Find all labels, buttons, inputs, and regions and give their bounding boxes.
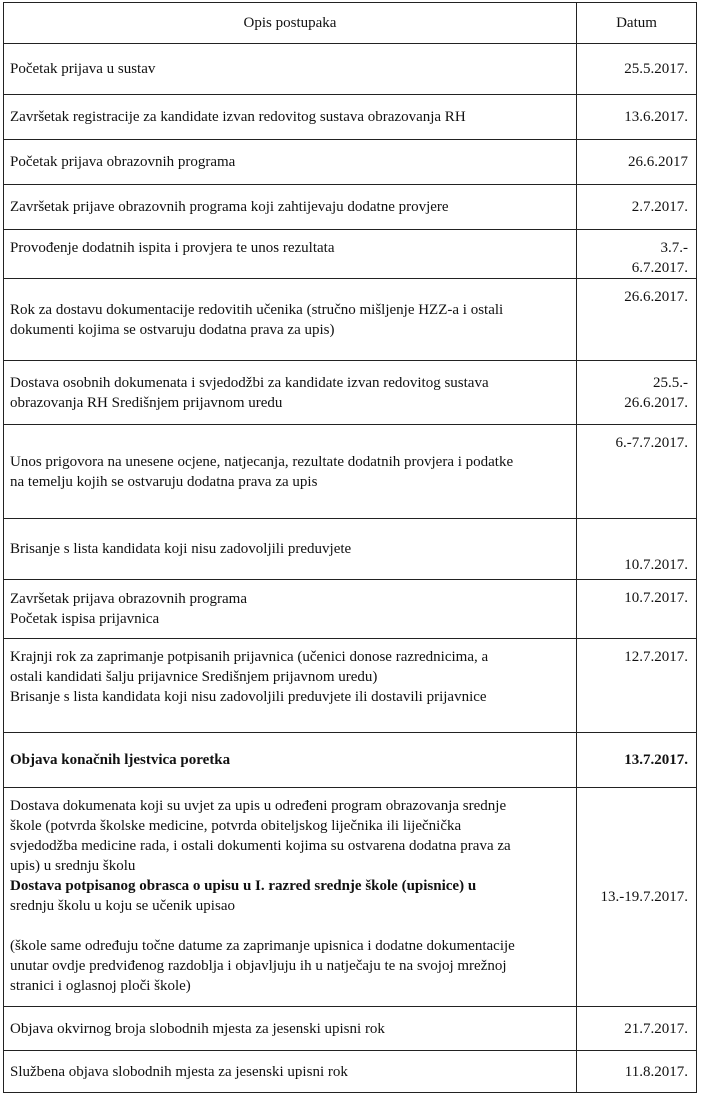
description-line: Rok za dostavu dokumentacije redovitih učenika (stručno mišljenje HZZ-a i ostali bbox=[10, 301, 504, 318]
description-line: Brisanje s lista kandidata koji nisu zadovoljili preduvjete ili dostavili prijavnice bbox=[10, 689, 487, 705]
description-line: Krajnji rok za zaprimanje potpisanih prijavnica (učenici donose razrednicima, a bbox=[10, 649, 489, 665]
description-line: škole (potvrda školske medicine, potvrda obiteljskog liječnika ili liječnička bbox=[10, 818, 462, 834]
row-date bbox=[577, 580, 697, 639]
description-line: Početak prijava obrazovnih programa bbox=[10, 154, 236, 170]
row-date bbox=[577, 519, 697, 580]
row-date bbox=[577, 425, 697, 519]
date-line: 26.6.2017. bbox=[624, 394, 688, 411]
table-row bbox=[4, 1007, 697, 1051]
row-date bbox=[577, 639, 697, 733]
description-line: Početak ispisa prijavnica bbox=[10, 611, 160, 627]
table-row bbox=[4, 425, 697, 519]
description-line: (škole same određuju točne datume za zaprimanje upisnica i dodatne dokumentacije bbox=[10, 938, 515, 954]
row-date bbox=[577, 361, 697, 425]
header-description: Opis postupaka bbox=[4, 3, 577, 44]
row-date bbox=[577, 733, 697, 788]
date-line: 6.-7.7.2017. bbox=[615, 435, 688, 451]
date-line: 11.8.2017. bbox=[624, 1063, 688, 1080]
table-row bbox=[4, 733, 697, 788]
date-line: 6.7.2017. bbox=[631, 260, 688, 276]
table-row bbox=[4, 95, 697, 140]
description-line: ostali kandidati šalju prijavnice Središnjem prijavnom uredu) bbox=[10, 669, 378, 685]
description-line: Završetak prijave obrazovnih programa koji zahtijevaju dodatne provjere bbox=[10, 199, 449, 215]
date-line: 10.7.2017. bbox=[624, 590, 688, 606]
date-line: 10.7.2017. bbox=[624, 557, 688, 573]
table-row bbox=[4, 788, 697, 1007]
description-line: obrazovanja RH Središnjem prijavnom uredu bbox=[10, 394, 283, 411]
row-date bbox=[577, 140, 697, 185]
table-header-row bbox=[4, 3, 697, 44]
row-description bbox=[4, 425, 577, 519]
row-date bbox=[577, 185, 697, 230]
date-line: 12.7.2017. bbox=[624, 649, 688, 665]
row-description bbox=[4, 95, 577, 140]
row-description bbox=[4, 1007, 577, 1051]
row-date bbox=[577, 230, 697, 279]
date-line: 13.7.2017. bbox=[624, 752, 688, 768]
table-row bbox=[4, 361, 697, 425]
header-date: Datum bbox=[577, 3, 697, 44]
row-description bbox=[4, 580, 577, 639]
row-description bbox=[4, 361, 577, 425]
paragraph-gap bbox=[10, 916, 570, 936]
description-line: upis) u srednju školu bbox=[10, 858, 136, 874]
table-row bbox=[4, 185, 697, 230]
description-line: Završetak registracije za kandidate izvan redovitog sustava obrazovanja RH bbox=[10, 109, 466, 125]
description-line: Brisanje s lista kandidata koji nisu zadovoljili preduvjete bbox=[10, 541, 352, 557]
row-date bbox=[577, 788, 697, 1007]
description-line: stranici i oglasnoj ploči škole) bbox=[10, 978, 191, 994]
table-row bbox=[4, 230, 697, 279]
date-line: 2.7.2017. bbox=[631, 199, 688, 215]
description-line: Službena objava slobodnih mjesta za jesenski upisni rok bbox=[10, 1063, 348, 1080]
date-line: 26.6.2017. bbox=[624, 289, 688, 305]
description-line: unutar ovdje predviđenog razdoblja i objavljuju ih u natječaju te na svojoj mrežnoj bbox=[10, 958, 507, 974]
description-line: dokumenti kojima se ostvaruju dodatna prava za upis) bbox=[10, 321, 335, 338]
description-line: na temelju kojih se ostvaruju dodatna prava za upis bbox=[10, 473, 318, 490]
date-line: 21.7.2017. bbox=[624, 1020, 688, 1037]
schedule-table bbox=[3, 2, 697, 1093]
table-row bbox=[4, 580, 697, 639]
date-line: 3.7.- bbox=[660, 240, 688, 256]
row-description bbox=[4, 788, 577, 1007]
row-description bbox=[4, 230, 577, 279]
row-date bbox=[577, 95, 697, 140]
date-line: 25.5.- bbox=[653, 374, 688, 391]
row-date bbox=[577, 279, 697, 361]
row-date bbox=[577, 1051, 697, 1093]
description-line: Završetak prijava obrazovnih programa bbox=[10, 591, 247, 607]
date-line: 26.6.2017 bbox=[628, 154, 688, 170]
date-line: 13.6.2017. bbox=[624, 109, 688, 125]
row-description bbox=[4, 140, 577, 185]
description-line: Početak prijava u sustav bbox=[10, 61, 156, 77]
description-line: Objava okvirnog broja slobodnih mjesta za jesenski upisni rok bbox=[10, 1020, 385, 1037]
date-line: 25.5.2017. bbox=[624, 61, 688, 77]
row-date bbox=[577, 1007, 697, 1051]
table-row bbox=[4, 519, 697, 580]
description-line: srednju školu u koju se učenik upisao bbox=[10, 898, 235, 914]
description-line: Dostava dokumenata koji su uvjet za upis u određeni program obrazovanja srednje bbox=[10, 798, 507, 814]
table-row bbox=[4, 1051, 697, 1093]
row-description bbox=[4, 519, 577, 580]
row-description bbox=[4, 639, 577, 733]
table-row bbox=[4, 279, 697, 361]
row-description bbox=[4, 279, 577, 361]
description-line: Objava konačnih ljestvica poretka bbox=[10, 752, 231, 768]
row-description bbox=[4, 733, 577, 788]
table-row bbox=[4, 44, 697, 95]
table-row bbox=[4, 140, 697, 185]
row-date bbox=[577, 44, 697, 95]
row-description bbox=[4, 185, 577, 230]
row-description bbox=[4, 44, 577, 95]
description-line: Unos prigovora na unesene ocjene, natjecanja, rezultate dodatnih provjera i podatke bbox=[10, 453, 514, 470]
date-line: 13.-19.7.2017. bbox=[600, 889, 688, 905]
description-line: Dostava osobnih dokumenata i svjedodžbi za kandidate izvan redovitog sustava bbox=[10, 374, 489, 391]
description-line: Provođenje dodatnih ispita i provjera te unos rezultata bbox=[10, 240, 335, 256]
description-line: svjedodžba medicine rada, i ostali dokumenti kojima su ostvarena dodatna prava za bbox=[10, 838, 511, 854]
table-row bbox=[4, 639, 697, 733]
row-description bbox=[4, 1051, 577, 1093]
description-line: Dostava potpisanog obrasca o upisu u I. razred srednje škole (upisnice) u bbox=[10, 878, 477, 894]
